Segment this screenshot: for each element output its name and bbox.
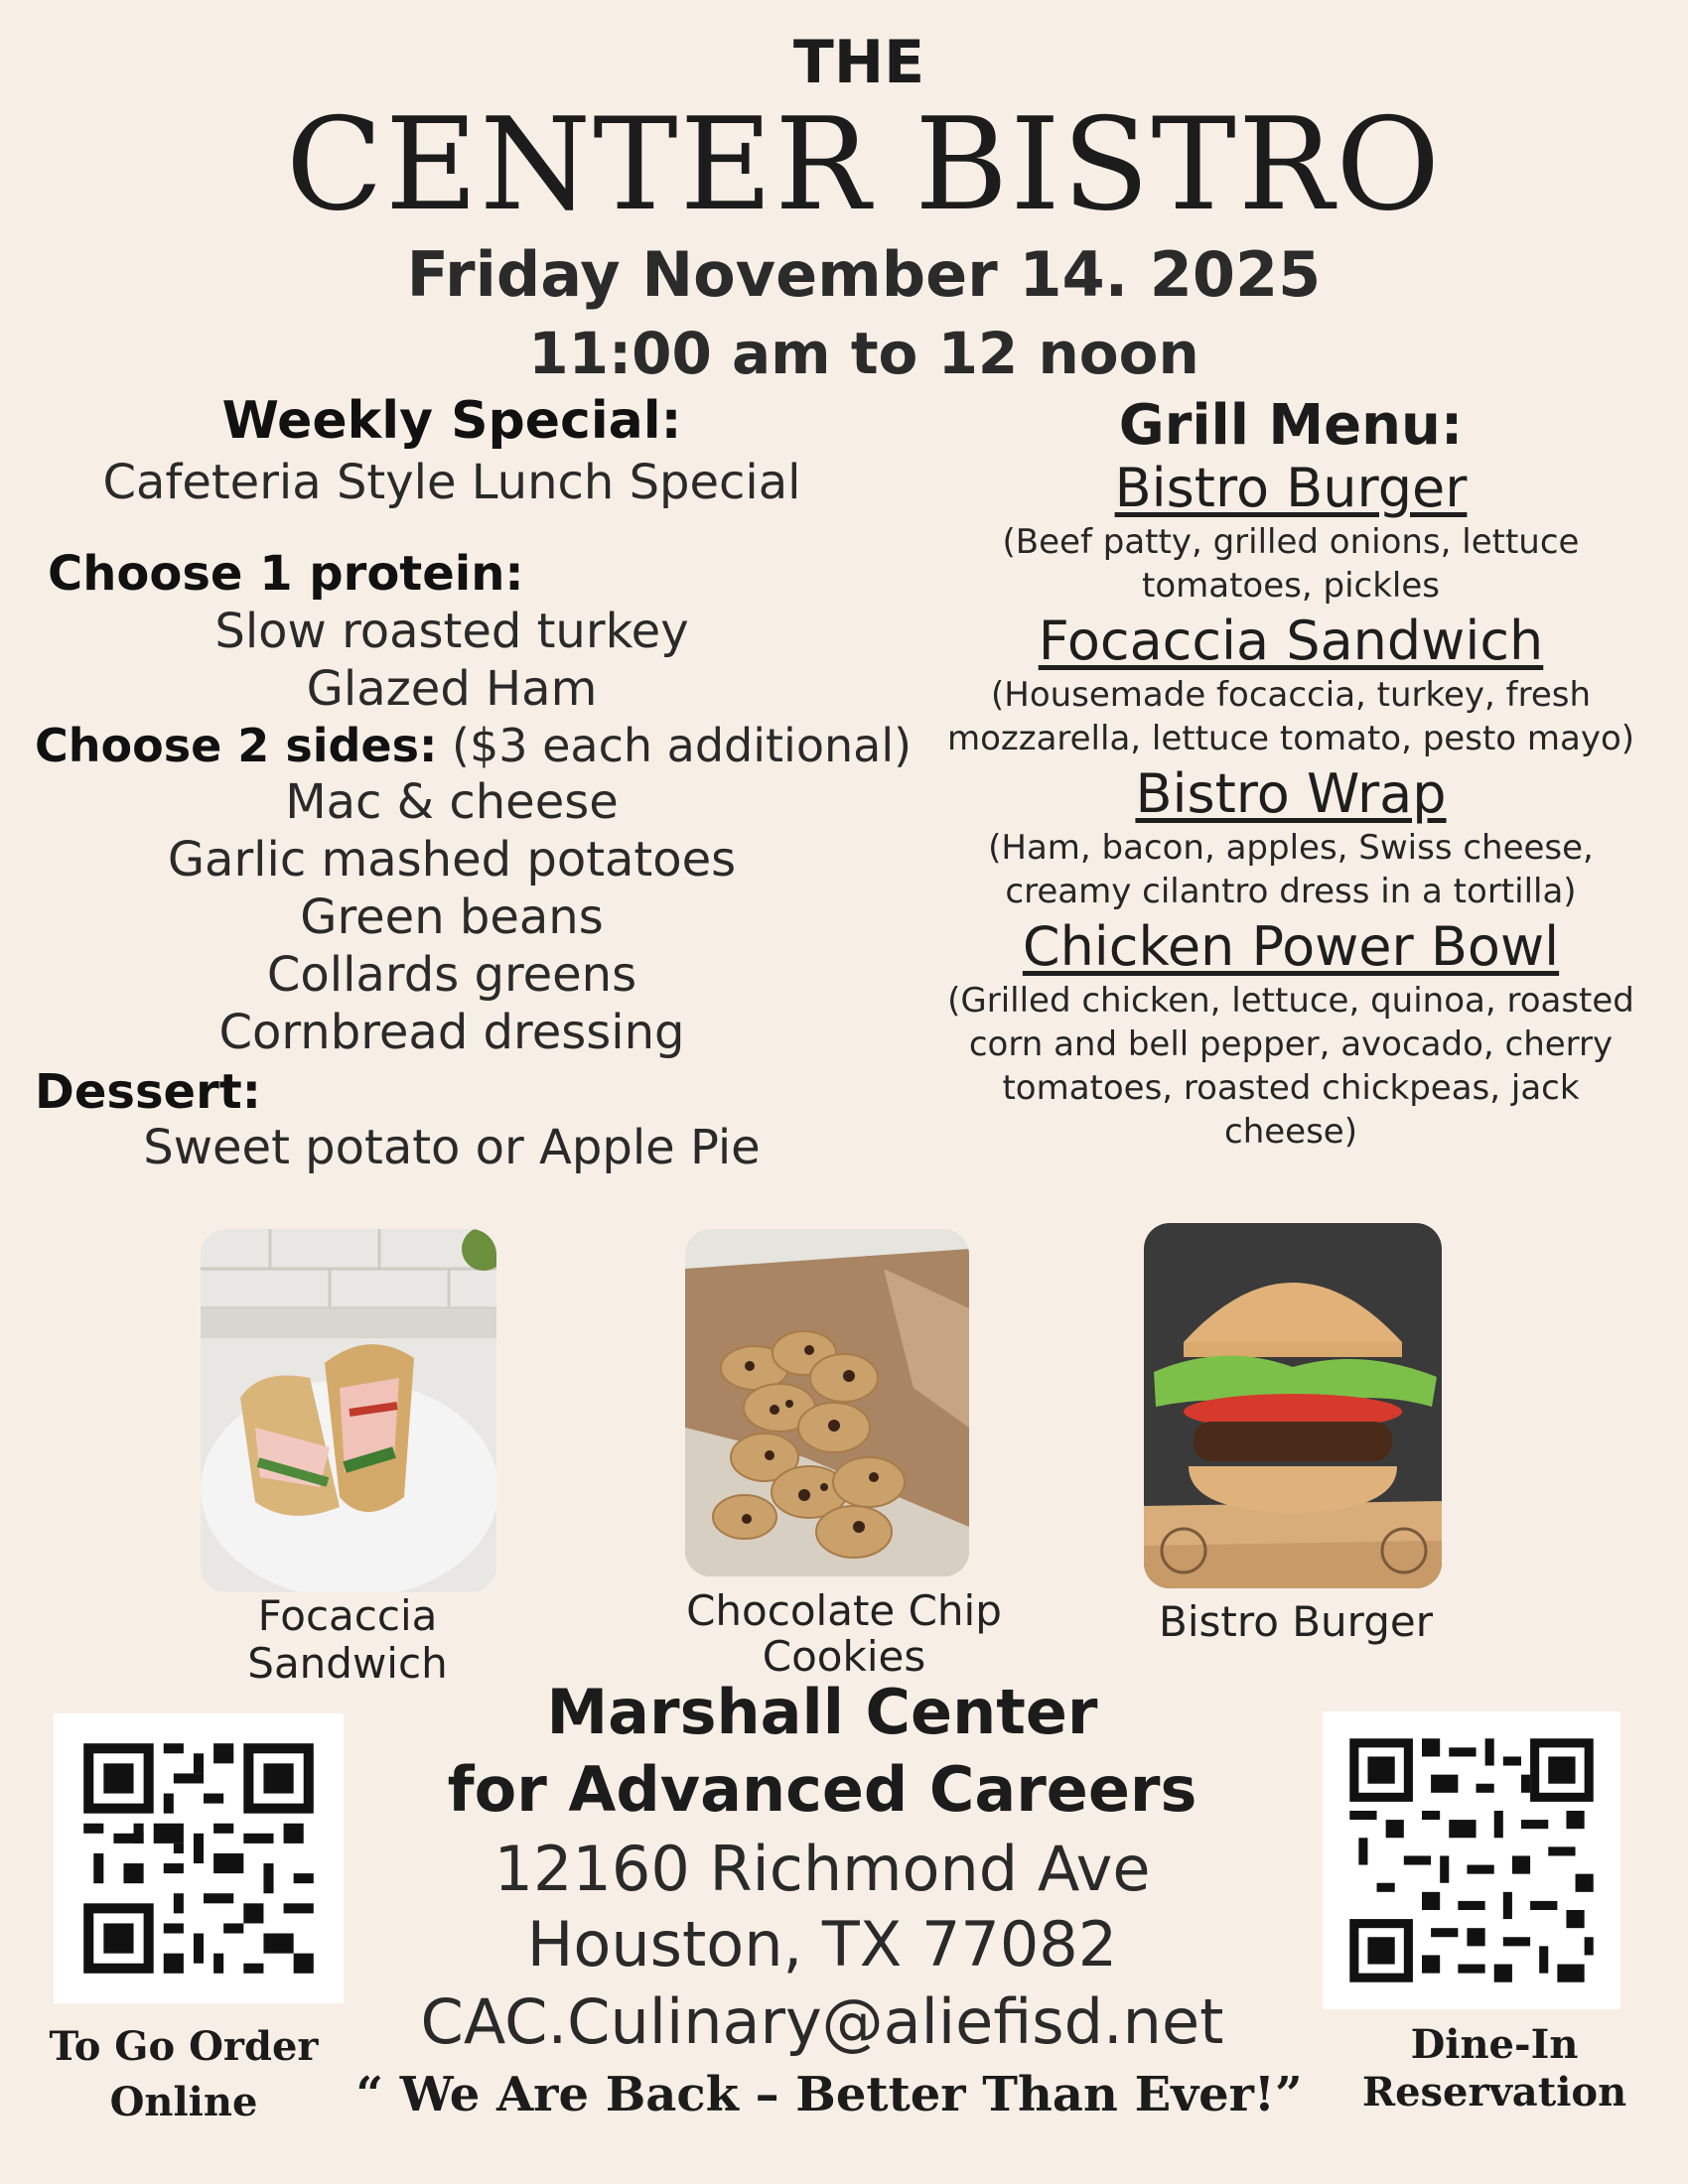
event-hours: 11:00 am to 12 noon bbox=[528, 320, 1199, 387]
to-go-order-caption bbox=[20, 2019, 348, 2130]
photo-caption-line: Focaccia bbox=[257, 1591, 438, 1640]
chocolate-chip-cookies-photo bbox=[685, 1229, 969, 1576]
organization-name-line2: for Advanced Careers bbox=[447, 1753, 1197, 1826]
grill-item-name: Bistro Wrap bbox=[1135, 762, 1447, 825]
to-go-order-qr-code[interactable] bbox=[54, 1713, 344, 2003]
dessert-heading: Dessert: bbox=[35, 1064, 261, 1120]
protein-option: Glazed Ham bbox=[306, 661, 598, 717]
focaccia-sandwich-photo bbox=[201, 1229, 496, 1592]
grill-item-desc: cheese) bbox=[1224, 1112, 1357, 1152]
photo-caption-line: Sandwich bbox=[247, 1639, 448, 1688]
organization-name-line1: Marshall Center bbox=[546, 1676, 1098, 1748]
contact-email-link[interactable]: CAC.Culinary@aliefisd.net bbox=[420, 1985, 1224, 2058]
page-title: CENTER BISTRO bbox=[285, 91, 1443, 239]
photo-caption bbox=[189, 1592, 506, 1688]
photo-caption bbox=[1122, 1598, 1470, 1646]
dine-in-reservation-qr-code[interactable] bbox=[1323, 1711, 1620, 2009]
sides-heading-line bbox=[35, 719, 912, 772]
grill-item-desc: (Beef patty, grilled onions, lettuce bbox=[1002, 522, 1580, 562]
grill-item-desc: creamy cilantro dress in a tortilla) bbox=[1005, 872, 1577, 911]
grill-item-desc: mozzarella, lettuce tomato, pesto mayo) bbox=[946, 719, 1635, 758]
protein-heading: Choose 1 protein: bbox=[48, 546, 524, 602]
dine-in-reservation-caption bbox=[1331, 2021, 1658, 2116]
side-option: Mac & cheese bbox=[285, 774, 619, 830]
side-option: Collards greens bbox=[266, 947, 637, 1003]
qr-caption-line: Reservation bbox=[1361, 2069, 1627, 2116]
qr-caption-line: To Go Order bbox=[49, 2023, 319, 2070]
grill-item-desc: tomatoes, pickles bbox=[1142, 566, 1440, 606]
sides-note: ($3 each additional) bbox=[437, 719, 913, 772]
side-option: Garlic mashed potatoes bbox=[167, 832, 737, 887]
photo-caption-line: Cookies bbox=[762, 1632, 926, 1681]
grill-item-desc: corn and bell pepper, avocado, cherry bbox=[968, 1024, 1614, 1064]
grill-item-name: Focaccia Sandwich bbox=[1038, 610, 1544, 672]
slogan: “ We Are Back – Better Than Ever!” bbox=[355, 2067, 1303, 2122]
photo-caption-line: Bistro Burger bbox=[1159, 1597, 1433, 1646]
qr-caption-line: Online bbox=[109, 2079, 258, 2125]
grill-item-desc: (Ham, bacon, apples, Swiss cheese, bbox=[988, 828, 1594, 868]
dessert-option: Sweet potato or Apple Pie bbox=[143, 1120, 761, 1175]
bistro-burger-photo bbox=[1144, 1223, 1442, 1588]
weekly-special-subtitle: Cafeteria Style Lunch Special bbox=[102, 455, 801, 510]
side-option: Green beans bbox=[300, 889, 604, 945]
grill-item-desc: (Grilled chicken, lettuce, quinoa, roasted bbox=[947, 981, 1634, 1021]
side-option: Cornbread dressing bbox=[218, 1005, 685, 1060]
grill-item-desc: (Housemade focaccia, turkey, fresh bbox=[990, 675, 1592, 715]
sides-heading: Choose 2 sides: bbox=[35, 719, 438, 772]
photo-caption-line: Chocolate Chip bbox=[686, 1586, 1002, 1635]
grill-item-name: Chicken Power Bowl bbox=[1022, 915, 1560, 978]
grill-item-name: Bistro Burger bbox=[1114, 457, 1468, 519]
protein-option: Slow roasted turkey bbox=[214, 604, 689, 659]
address-street: 12160 Richmond Ave bbox=[493, 1833, 1151, 1905]
photo-caption bbox=[655, 1588, 1033, 1680]
event-date: Friday November 14. 2025 bbox=[406, 238, 1322, 311]
weekly-special-heading: Weekly Special: bbox=[221, 391, 682, 451]
grill-menu-heading: Grill Menu: bbox=[1118, 393, 1464, 458]
header-the: THE bbox=[792, 28, 925, 97]
qr-caption-line: Dine-In bbox=[1410, 2021, 1579, 2068]
grill-item-desc: tomatoes, roasted chickpeas, jack bbox=[1002, 1068, 1580, 1108]
address-city: Houston, TX 77082 bbox=[526, 1908, 1118, 1980]
